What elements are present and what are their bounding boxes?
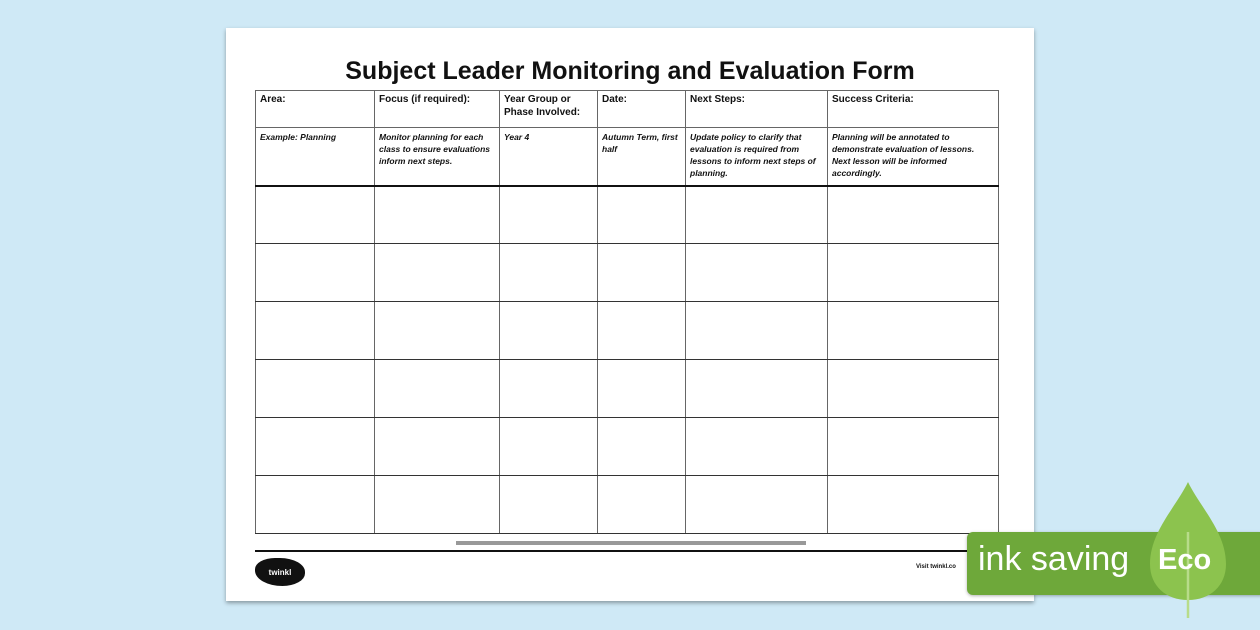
example-cell: Planning will be annotated to demonstrate evaluation of lessons. Next lesson will be informed accordingly. [828, 128, 999, 186]
worksheet-page [226, 28, 1034, 601]
evaluation-table [255, 90, 999, 534]
example-cell: Year 4 [500, 128, 598, 186]
eco-label: Eco [1158, 544, 1212, 576]
header-cell: Focus (if required): [375, 91, 500, 128]
empty-row [256, 360, 999, 418]
page-title: Subject Leader Monitoring and Evaluation Form [345, 57, 915, 85]
empty-row [256, 244, 999, 302]
header-cell: Date: [598, 91, 686, 128]
twinkl-logo [255, 558, 305, 586]
example-cell: Monitor planning for each class to ensure evaluations inform next steps. [375, 128, 500, 186]
header-cell: Area: [256, 91, 375, 128]
example-cell: Example: Planning [256, 128, 375, 186]
footer-divider [255, 550, 998, 552]
empty-row [256, 302, 999, 360]
header-cell: Success Criteria: [828, 91, 999, 128]
visit-link[interactable]: Visit twinkl.co [916, 564, 956, 570]
header-cell: Next Steps: [686, 91, 828, 128]
example-cell: Autumn Term, first half [598, 128, 686, 186]
example-row [256, 128, 999, 186]
logo-text: twinkl [268, 567, 292, 577]
empty-row [256, 418, 999, 476]
empty-row [256, 476, 999, 534]
empty-row [256, 186, 999, 244]
header-cell: Year Group or Phase Involved: [500, 91, 598, 128]
example-cell: Update policy to clarify that evaluation is required from lessons to inform next steps of planning. [686, 128, 828, 186]
ink-saving-label: ink saving [978, 540, 1130, 578]
footer-note [456, 541, 806, 545]
header-row [256, 91, 999, 128]
